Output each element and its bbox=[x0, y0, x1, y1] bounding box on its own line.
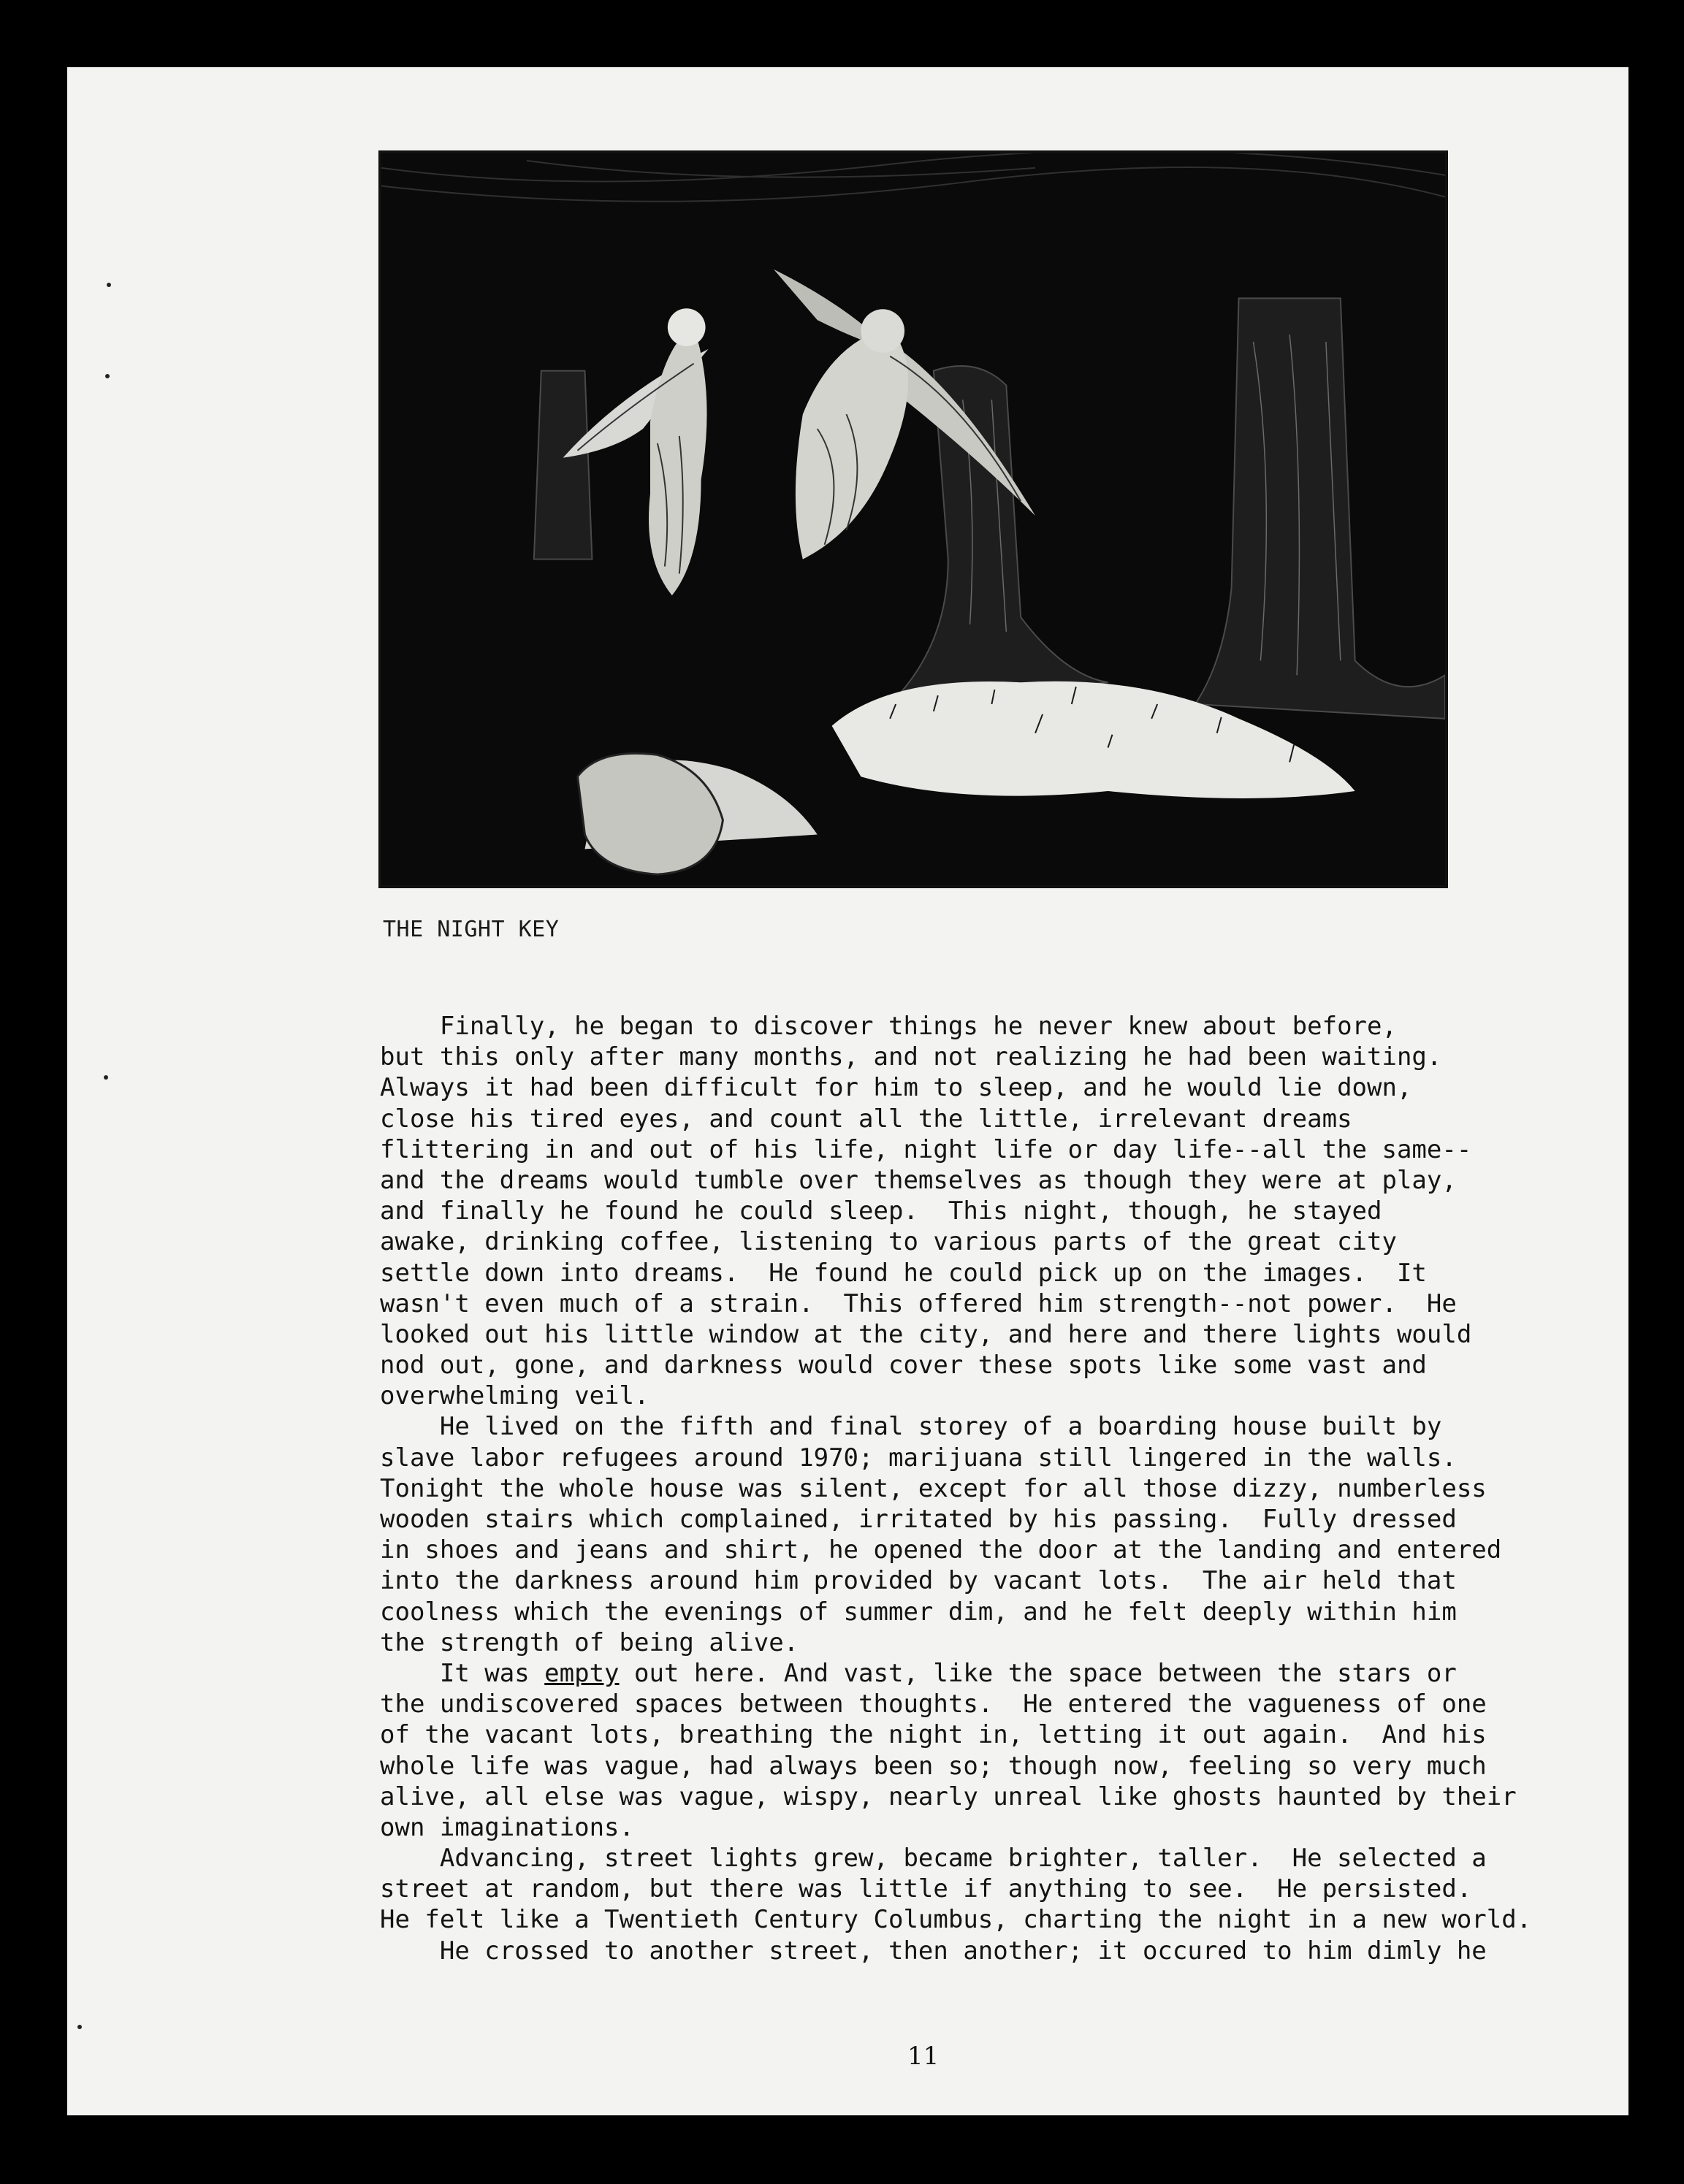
line-start: It was bbox=[380, 1658, 545, 1688]
text-line: He lived on the fifth and final storey of a boarding house built by bbox=[380, 1412, 1442, 1442]
text-line: wasn't even much of a strain. This offered him strength--not power. He bbox=[380, 1288, 1457, 1318]
story-title: THE NIGHT KEY bbox=[383, 917, 560, 942]
text-line: close his tired eyes, and count all the little, irrelevant dreams bbox=[380, 1104, 1352, 1134]
text-line: and finally he found he could sleep. This night, though, he stayed bbox=[380, 1196, 1382, 1226]
text-line: the strength of being alive. bbox=[380, 1627, 799, 1657]
text-line: the undiscovered spaces between thoughts. He entered the vagueness of one bbox=[380, 1689, 1487, 1719]
text-line: He felt like a Twentieth Century Columbus, charting the night in a new world. bbox=[380, 1905, 1532, 1935]
scan-speck bbox=[77, 2025, 82, 2029]
text-line: and the dreams would tumble over themselves as though they were at play, bbox=[380, 1165, 1457, 1195]
text-line: slave labor refugees around 1970; marijuana still lingered in the walls. bbox=[380, 1443, 1457, 1473]
text-line: but this only after many months, and not realizing he had been waiting. bbox=[380, 1042, 1442, 1072]
scan-speck bbox=[104, 1075, 108, 1080]
text-line-with-underline bbox=[380, 1658, 1578, 1689]
scan-speck bbox=[107, 283, 111, 287]
text-line: of the vacant lots, breathing the night in, letting it out again. And his bbox=[380, 1720, 1487, 1750]
angels-engraving-image bbox=[381, 153, 1445, 885]
document-page bbox=[67, 67, 1628, 2115]
text-line: He crossed to another street, then another; it occured to him dimly he bbox=[380, 1936, 1487, 1966]
illustration bbox=[378, 150, 1448, 888]
text-line: overwhelming veil. bbox=[380, 1381, 649, 1411]
scan-speck bbox=[105, 374, 110, 378]
underlined-word: empty bbox=[544, 1658, 620, 1688]
text-line: looked out his little window at the city, and here and there lights would bbox=[380, 1319, 1472, 1349]
text-line: Tonight the whole house was silent, except for all those dizzy, numberless bbox=[380, 1473, 1487, 1503]
text-line: flittering in and out of his life, night life or day life--all the same-- bbox=[380, 1134, 1472, 1164]
text-line: nod out, gone, and darkness would cover these spots like some vast and bbox=[380, 1351, 1427, 1381]
page-number: 11 bbox=[907, 2042, 940, 2071]
text-line: alive, all else was vague, wispy, nearly unreal like ghosts haunted by their bbox=[380, 1782, 1517, 1811]
text-line: coolness which the evenings of summer dim, and he felt deeply within him bbox=[380, 1597, 1457, 1627]
text-line: in shoes and jeans and shirt, he opened the door at the landing and entered bbox=[380, 1535, 1502, 1565]
text-line: wooden stairs which complained, irritated by his passing. Fully dressed bbox=[380, 1505, 1457, 1534]
text-line: into the darkness around him provided by vacant lots. The air held that bbox=[380, 1566, 1457, 1596]
story-body bbox=[380, 1011, 1578, 1966]
text-line: street at random, but there was little if anything to see. He persisted. bbox=[380, 1874, 1472, 1904]
text-line: whole life was vague, had always been so; though now, feeling so very much bbox=[380, 1751, 1487, 1781]
text-line: Advancing, street lights grew, became brighter, taller. He selected a bbox=[380, 1844, 1487, 1874]
text-line: Always it had been difficult for him to sleep, and he would lie down, bbox=[380, 1073, 1412, 1103]
text-line: own imaginations. bbox=[380, 1812, 634, 1842]
text-line: settle down into dreams. He found he could pick up on the images. It bbox=[380, 1258, 1427, 1288]
text-line: awake, drinking coffee, listening to various parts of the great city bbox=[380, 1227, 1397, 1257]
line-rest: out here. And vast, like the space between the stars or bbox=[619, 1658, 1457, 1688]
text-line: Finally, he began to discover things he never knew about before, bbox=[380, 1012, 1397, 1041]
